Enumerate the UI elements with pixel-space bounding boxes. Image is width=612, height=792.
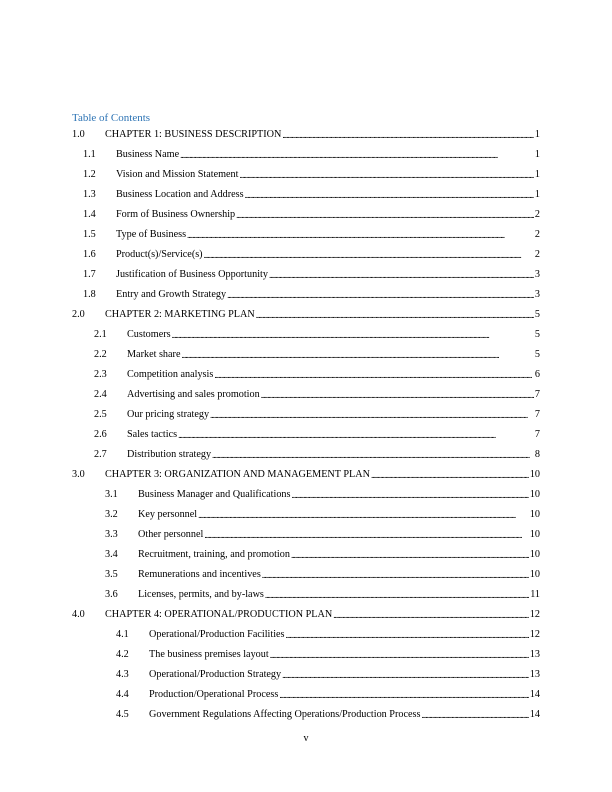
toc-entry-page: 3 [534,289,540,300]
toc-section-entry[interactable] [72,665,540,685]
toc-entry-number: 4.4 [116,689,129,700]
toc-section-entry[interactable] [72,585,540,605]
toc-dot-leader [262,569,529,582]
toc-dot-leader [282,669,529,682]
toc-dot-leader [214,369,534,382]
toc-entry-page: 14 [529,709,540,720]
toc-entry-title: Distribution strategy [127,449,212,460]
toc-entry-number: 4.3 [116,669,129,680]
toc-entry-number: 1.1 [83,149,96,160]
toc-section-entry[interactable] [72,325,540,345]
toc-section-entry[interactable] [72,425,540,445]
toc-entry-title: Form of Business Ownership [116,209,236,220]
toc-entry-title: Market share [127,349,181,360]
toc-dot-leader [239,169,533,182]
toc-entry-page: 8 [534,449,540,460]
toc-section-entry[interactable] [72,245,540,265]
toc-dot-leader [265,589,529,602]
toc-chapter-entry[interactable] [72,125,540,145]
toc-entry-title: Competition analysis [127,369,214,380]
toc-dot-leader [204,529,528,542]
toc-dot-leader [333,609,529,622]
toc-section-entry[interactable] [72,445,540,465]
toc-chapter-entry[interactable] [72,465,540,485]
toc-dot-leader [292,489,529,502]
toc-entry-page: 5 [534,349,540,360]
toc-dot-leader [187,229,534,242]
toc-entry-number: 1.7 [83,269,96,280]
toc-entry-title: Entry and Growth Strategy [116,289,227,300]
toc-dot-leader [279,689,529,702]
toc-entry-number: 3.5 [105,569,118,580]
toc-entry-title: Advertising and sales promotion [127,389,260,400]
toc-entry-page: 1 [534,129,540,140]
toc-entry-title: Operational/Production Facilities [149,629,285,640]
toc-section-entry[interactable] [72,685,540,705]
toc-entry-page: 10 [529,509,540,520]
toc-entry-page: 1 [534,149,540,160]
toc-section-entry[interactable] [72,565,540,585]
toc-entry-number: 2.4 [94,389,107,400]
toc-entry-page: 2 [534,209,540,220]
toc-entry-number: 1.2 [83,169,96,180]
toc-section-entry[interactable] [72,165,540,185]
toc-entry-title: CHAPTER 2: MARKETING PLAN [105,309,255,320]
toc-entry-title: Government Regulations Affecting Operations/Production Process [149,709,421,720]
toc-dot-leader [261,389,534,402]
toc-entry-number: 3.4 [105,549,118,560]
toc-entry-page: 5 [534,309,540,320]
toc-section-entry[interactable] [72,405,540,425]
toc-entry-page: 11 [530,589,540,600]
toc-section-entry[interactable] [72,285,540,305]
toc-dot-leader [236,209,534,222]
toc-section-entry[interactable] [72,345,540,365]
toc-entry-title: Remunerations and incentives [138,569,261,580]
toc-dot-leader [282,129,534,142]
toc-entry-page: 1 [534,169,540,180]
toc-entry-number: 4.0 [72,609,85,620]
toc-section-entry[interactable] [72,485,540,505]
toc-dot-leader [245,189,534,202]
toc-section-entry[interactable] [72,505,540,525]
toc-dot-leader [204,249,534,262]
toc-entry-title: Operational/Production Strategy [149,669,282,680]
toc-entry-page: 6 [534,369,540,380]
toc-entry-page: 10 [529,469,540,480]
toc-dot-leader [270,649,529,662]
toc-list [72,125,540,725]
toc-entry-title: Business Name [116,149,180,160]
toc-entry-title: Business Manager and Qualifications [138,489,291,500]
toc-dot-leader [269,269,534,282]
toc-entry-number: 3.1 [105,489,118,500]
toc-entry-title: Product(s)/Service(s) [116,249,203,260]
toc-section-entry[interactable] [72,625,540,645]
toc-section-entry[interactable] [72,705,540,725]
toc-entry-page: 13 [529,649,540,660]
toc-entry-number: 4.2 [116,649,129,660]
toc-entry-number: 4.5 [116,709,129,720]
toc-chapter-entry[interactable] [72,305,540,325]
page-number: v [303,733,309,744]
toc-section-entry[interactable] [72,645,540,665]
toc-dot-leader [256,309,534,322]
toc-entry-page: 10 [529,489,540,500]
toc-entry-number: 2.6 [94,429,107,440]
toc-entry-number: 1.0 [72,129,85,140]
toc-entry-title: The business premises layout [149,649,269,660]
toc-entry-number: 3.0 [72,469,85,480]
toc-entry-title: Recruitment, training, and promotion [138,549,290,560]
toc-entry-page: 5 [534,329,540,340]
toc-entry-title: CHAPTER 4: OPERATIONAL/PRODUCTION PLAN [105,609,333,620]
toc-dot-leader [371,469,529,482]
toc-dot-leader [227,289,534,302]
toc-entry-page: 1 [534,189,540,200]
toc-entry-page: 10 [529,529,540,540]
toc-dot-leader [210,409,534,422]
toc-entry-page: 2 [534,249,540,260]
toc-entry-page: 3 [534,269,540,280]
toc-section-entry[interactable] [72,385,540,405]
toc-entry-title: Production/Operational Process [149,689,279,700]
toc-dot-leader [198,509,529,522]
toc-dot-leader [421,709,528,722]
toc-entry-page: 12 [529,629,540,640]
toc-entry-page: 14 [529,689,540,700]
toc-entry-page: 10 [529,569,540,580]
toc-entry-page: 10 [529,549,540,560]
toc-section-entry[interactable] [72,205,540,225]
toc-dot-leader [178,429,534,442]
toc-entry-page: 13 [529,669,540,680]
toc-entry-number: 3.6 [105,589,118,600]
toc-entry-title: CHAPTER 3: ORGANIZATION AND MANAGEMENT PLAN [105,469,370,480]
toc-entry-number: 1.6 [83,249,96,260]
toc-entry-number: 2.7 [94,449,107,460]
toc-dot-leader [181,349,533,362]
toc-entry-number: 1.5 [83,229,96,240]
toc-section-entry[interactable] [72,365,540,385]
toc-entry-title: Sales tactics [127,429,178,440]
toc-section-entry[interactable] [72,225,540,245]
toc-entry-number: 2.1 [94,329,107,340]
toc-entry-number: 2.0 [72,309,85,320]
toc-entry-title: Key personnel [138,509,198,520]
toc-entry-number: 4.1 [116,629,129,640]
toc-entry-title: Justification of Business Opportunity [116,269,268,280]
toc-section-entry[interactable] [72,545,540,565]
toc-entry-title: Other personnel [138,529,204,540]
toc-entry-page: 2 [534,229,540,240]
toc-entry-number: 2.5 [94,409,107,420]
toc-entry-title: CHAPTER 1: BUSINESS DESCRIPTION [105,129,282,140]
toc-entry-number: 2.3 [94,369,107,380]
toc-section-entry[interactable] [72,185,540,205]
toc-entry-page: 7 [534,429,540,440]
toc-section-entry[interactable] [72,525,540,545]
toc-section-entry[interactable] [72,145,540,165]
toc-entry-title: Type of Business [116,229,187,240]
toc-entry-title: Business Location and Address [116,189,244,200]
toc-dot-leader [291,549,529,562]
toc-entry-title: Vision and Mission Statement [116,169,239,180]
toc-entry-page: 7 [534,389,540,400]
toc-entry-number: 2.2 [94,349,107,360]
toc-heading: Table of Contents [72,112,151,124]
toc-section-entry[interactable] [72,265,540,285]
toc-entry-number: 1.3 [83,189,96,200]
toc-entry-page: 7 [534,409,540,420]
toc-dot-leader [172,329,534,342]
toc-entry-page: 12 [529,609,540,620]
toc-entry-title: Licenses, permits, and by-laws [138,589,264,600]
toc-entry-title: Our pricing strategy [127,409,210,420]
toc-entry-title: Customers [127,329,171,340]
toc-dot-leader [180,149,534,162]
toc-entry-number: 3.3 [105,529,118,540]
toc-dot-leader [286,629,529,642]
toc-entry-number: 1.8 [83,289,96,300]
toc-dot-leader [212,449,534,462]
toc-entry-number: 1.4 [83,209,96,220]
toc-entry-number: 3.2 [105,509,118,520]
toc-chapter-entry[interactable] [72,605,540,625]
